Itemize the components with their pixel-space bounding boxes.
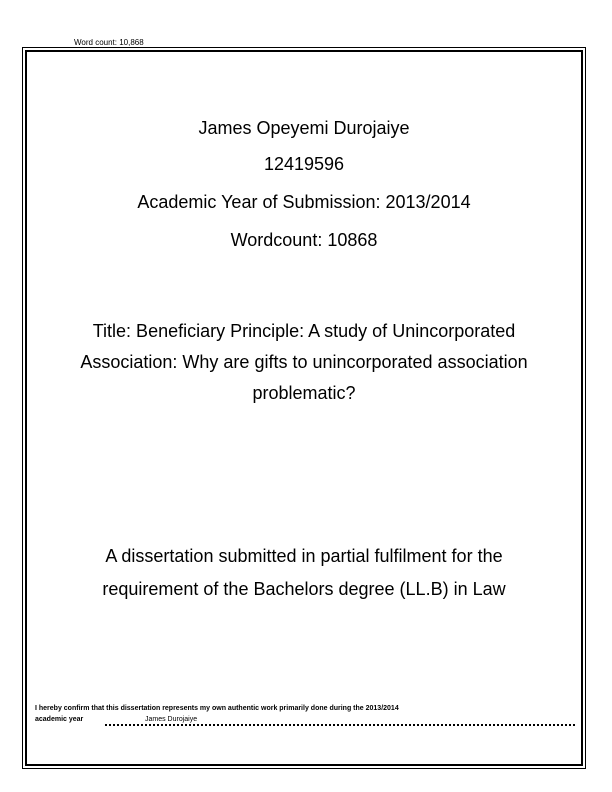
authenticity-declaration [35,703,575,732]
submission-line: requirement of the Bachelors degree (LL.B) in Law [102,579,506,599]
signature-name: James Durojaiye [145,716,198,723]
submission-line: A dissertation submitted in partial fulfilment for the [105,546,503,566]
dissertation-title [27,316,581,409]
title-line: Title: Beneficiary Principle: A study of Unincorporated [92,321,516,341]
cover-page-frame [25,50,583,766]
student-id: 12419596 [263,154,345,174]
word-count-note: Word count: 10,868 [74,38,144,47]
declaration-continuation: academic year [35,716,84,723]
declaration-statement: I hereby confirm that this dissertation represents my own authentic work primarily done during the 2013/2014 [35,705,399,712]
signature-dotted-line [105,724,575,726]
author-name: James Opeyemi Durojaiye [198,118,410,138]
submission-statement [27,540,581,606]
title-line: Association: Why are gifts to unincorporated association [80,352,528,372]
declaration-signature-line [35,714,575,732]
academic-year: Academic Year of Submission: 2013/2014 [137,192,471,212]
wordcount: Wordcount: 10868 [230,230,378,250]
title-line: problematic? [252,383,356,403]
